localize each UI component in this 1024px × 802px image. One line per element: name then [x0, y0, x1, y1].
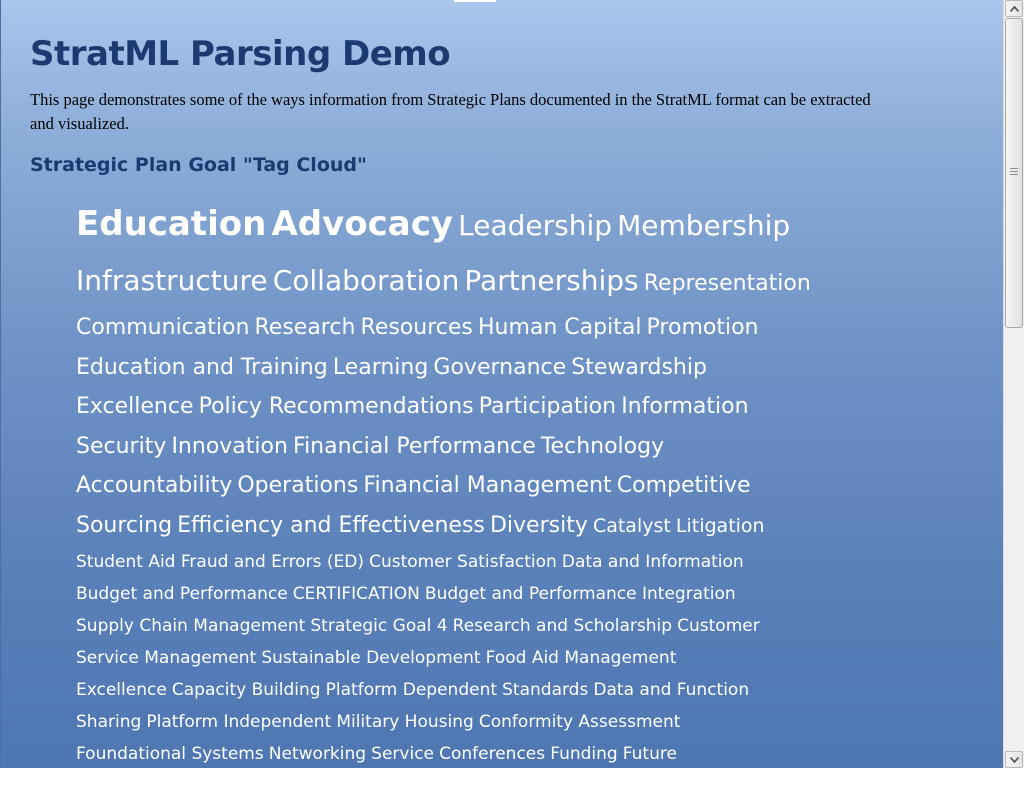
tag-cloud-term[interactable]: Sustainable Development	[261, 648, 481, 668]
tag-cloud-term[interactable]: Operations	[237, 473, 359, 498]
tag-cloud-term[interactable]: Cost Savings	[575, 776, 685, 796]
tag-cloud-line	[76, 198, 896, 256]
tag-cloud-term[interactable]: Promotion	[646, 315, 759, 340]
tag-cloud-term[interactable]: Sourcing	[76, 512, 173, 538]
tag-cloud-term[interactable]: Research	[254, 315, 356, 340]
tag-cloud-term[interactable]: CERTIFICATION	[292, 584, 420, 604]
page-content	[30, 30, 910, 178]
tag-cloud-term[interactable]: Capacity Building	[171, 680, 321, 700]
tag-cloud-term[interactable]: Data and Function	[593, 680, 750, 700]
tag-cloud-term[interactable]: Customer	[677, 616, 760, 636]
tag-cloud-term[interactable]: Organizational Management	[189, 776, 431, 796]
tag-cloud-line	[76, 507, 896, 547]
vertical-scrollbar[interactable]	[1003, 0, 1024, 768]
page-title: StratML Parsing Demo	[30, 34, 451, 74]
tag-cloud-term[interactable]: Security	[76, 433, 167, 459]
tag-cloud-term[interactable]: Information	[621, 394, 749, 419]
tag-cloud-term[interactable]: Platform Independent	[146, 712, 332, 732]
tag-cloud-term[interactable]: Military Housing	[336, 712, 474, 732]
scroll-up-arrow-icon	[1010, 6, 1019, 12]
tag-cloud-line	[76, 349, 896, 389]
tag-cloud-term[interactable]: Standards	[502, 680, 589, 700]
tag-cloud-term[interactable]: Service	[371, 744, 435, 764]
scrollbar-thumb[interactable]	[1005, 18, 1023, 328]
tag-cloud-term[interactable]: Competitive	[616, 473, 751, 498]
tag-cloud-term[interactable]: Service Management	[76, 648, 257, 668]
tag-cloud-line	[76, 770, 896, 802]
intro-line-2: can be extracted and visualized.	[30, 90, 871, 133]
tag-cloud-term[interactable]: Learning	[332, 354, 429, 380]
tag-cloud-term[interactable]: Excellence	[76, 680, 167, 700]
intro-line-1: This page demonstrates some of the ways information from Strategic Plans documented in the StratML format	[30, 90, 760, 109]
tag-cloud-term[interactable]: Research and Scholarship	[452, 616, 673, 636]
tag-cloud-term[interactable]: Efficiency and Effectiveness	[177, 512, 485, 538]
tag-cloud-term[interactable]: Policy Recommendations	[198, 394, 474, 419]
tag-cloud-term[interactable]: Litigation	[675, 514, 765, 537]
tag-cloud-term[interactable]: Education and Training	[76, 354, 328, 380]
tag-cloud-term[interactable]: Catalyst	[592, 514, 671, 537]
tag-cloud-term[interactable]: Resources	[360, 315, 473, 340]
tag-cloud-term[interactable]: Advocacy	[271, 204, 454, 244]
tag-cloud-term[interactable]: Foundational Systems	[76, 744, 264, 764]
top-edge-mark	[454, 0, 496, 2]
tag-cloud-term[interactable]: Collaboration	[272, 264, 460, 297]
tag-cloud-term[interactable]: Platform Dependent	[325, 680, 498, 700]
tag-cloud-line	[76, 467, 896, 507]
tag-cloud-term[interactable]: Conferences	[439, 744, 546, 764]
tag-cloud-term[interactable]: Standardization	[435, 776, 570, 796]
tag-cloud-term[interactable]: Environment	[76, 776, 185, 796]
tag-cloud-term[interactable]: Infrastructure	[76, 264, 268, 297]
tag-cloud-line	[76, 256, 896, 309]
tag-cloud-line	[76, 706, 896, 738]
section-heading-tag-cloud: Strategic Plan Goal "Tag Cloud"	[30, 154, 367, 176]
tag-cloud-term[interactable]: Membership	[617, 209, 791, 242]
scrollbar-grip-icon	[1010, 168, 1018, 175]
tag-cloud-term[interactable]: Representation	[643, 271, 811, 296]
tag-cloud-term[interactable]: Participation	[478, 394, 617, 419]
tag-cloud-term[interactable]: Student Aid Fraud and Errors (ED)	[76, 552, 364, 572]
tag-cloud-term[interactable]: Supply Chain Management	[76, 616, 306, 636]
tag-cloud-term[interactable]: Technology	[540, 433, 665, 459]
tag-cloud-line	[76, 642, 896, 674]
scroll-up-button[interactable]	[1005, 0, 1023, 17]
tag-cloud-term[interactable]: Communication	[76, 315, 250, 340]
tag-cloud-term[interactable]: Innovation	[171, 433, 288, 459]
tag-cloud-term[interactable]: Accountability	[76, 473, 233, 498]
tag-cloud-term[interactable]: Funding	[550, 744, 618, 764]
tag-cloud-line	[76, 674, 896, 706]
tag-cloud-line	[76, 610, 896, 642]
intro-text	[30, 88, 890, 136]
tag-cloud-term[interactable]: Excellence	[76, 394, 194, 419]
tag-cloud-term[interactable]: Leadership	[458, 209, 613, 242]
tag-cloud-term[interactable]: Data and Information	[561, 552, 744, 572]
tag-cloud-line	[76, 388, 896, 428]
tag-cloud-term[interactable]: Stewardship	[571, 354, 707, 380]
tag-cloud-term[interactable]: Budget and Performance	[76, 584, 288, 604]
tag-cloud-term[interactable]: Human Capital	[477, 315, 642, 340]
tag-cloud-term[interactable]: Sharing	[76, 712, 142, 732]
scroll-down-button[interactable]	[1005, 751, 1023, 768]
tag-cloud-line	[76, 546, 896, 578]
tag-cloud-line	[76, 738, 896, 770]
tag-cloud-term[interactable]: Governance	[433, 354, 567, 380]
tag-cloud-term[interactable]: Budget and Performance Integration	[424, 584, 736, 604]
tag-cloud-term[interactable]: Financial Performance	[293, 433, 536, 459]
tag-cloud-line	[76, 309, 896, 349]
scroll-down-arrow-icon	[1010, 757, 1019, 763]
tag-cloud-line	[76, 578, 896, 610]
tag-cloud-line	[76, 428, 896, 468]
tag-cloud-term[interactable]: Diversity	[489, 512, 588, 538]
tag-cloud-term[interactable]: Education	[76, 204, 267, 244]
tag-cloud-term[interactable]: Partnerships	[464, 264, 639, 297]
tag-cloud-term[interactable]: Networking	[268, 744, 367, 764]
tag-cloud	[76, 198, 896, 802]
tag-cloud-term[interactable]: Food Aid Management	[485, 648, 677, 668]
tag-cloud-term[interactable]: Strategic Goal 4	[310, 616, 448, 636]
tag-cloud-term[interactable]: Financial Management	[363, 473, 612, 498]
tag-cloud-term[interactable]: Customer Satisfaction	[369, 552, 557, 572]
tag-cloud-term[interactable]: Conformity Assessment	[478, 712, 681, 732]
tag-cloud-term[interactable]: Future	[622, 744, 677, 764]
